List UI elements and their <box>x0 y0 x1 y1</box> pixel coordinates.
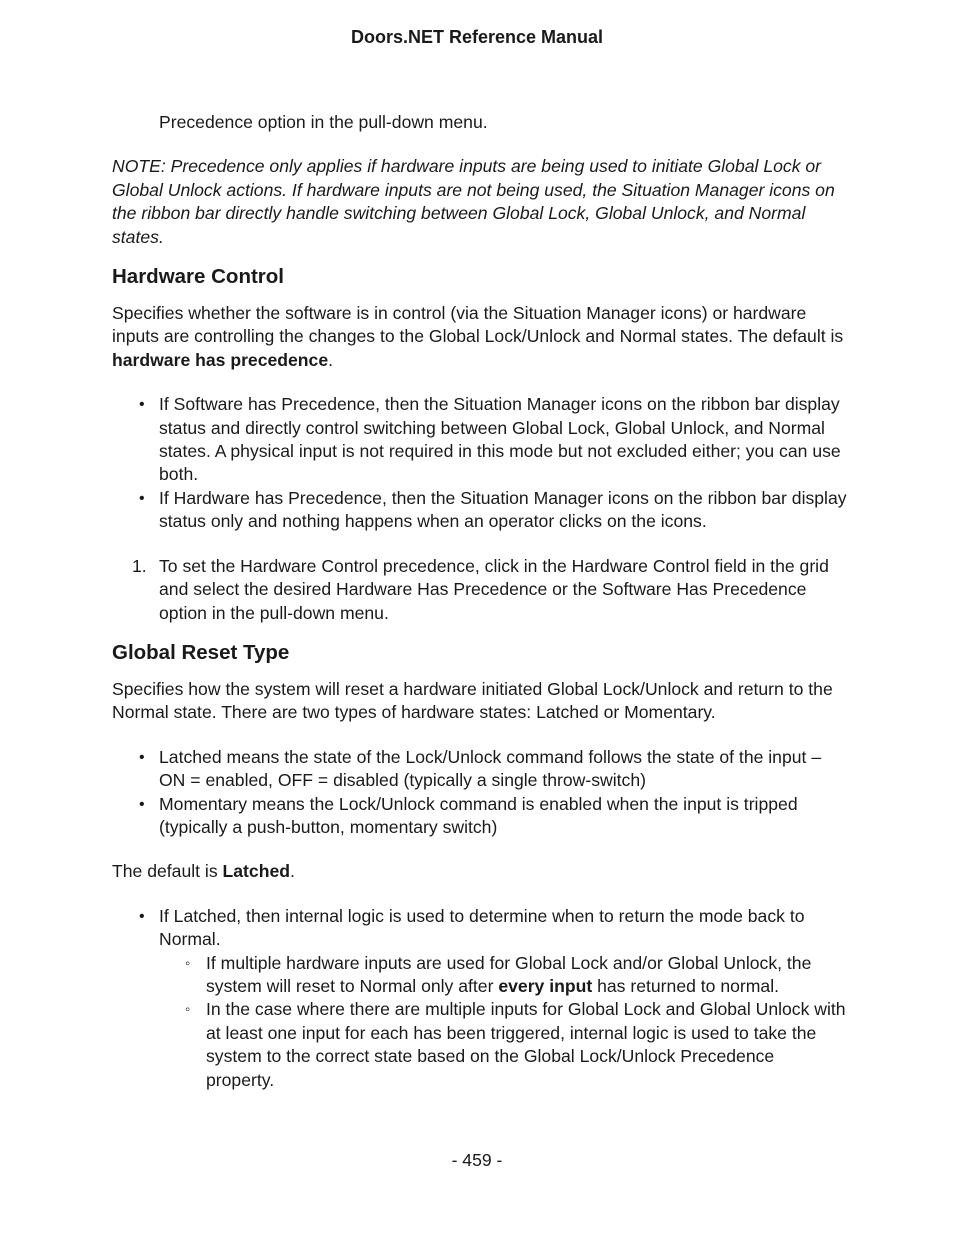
global-reset-description: Specifies how the system will reset a hardware initiated Global Lock/Unlock and return to the Normal state. There are two types of hardware states: Latched or Momentary. <box>112 678 833 723</box>
list-item: • If Software has Precedence, then the Situation Manager icons on the ribbon bar display status and directly control switching between Global Lock, Global Unlock, and Normal states. A physical input is not required in this mode but not excluded either; you can use both. <box>112 393 847 487</box>
hardware-control-bullets <box>112 393 847 533</box>
sub1-text: If multiple hardware inputs are used for Global Lock and/or Global Unlock, the system will reset to Normal only after <box>206 952 812 996</box>
precedence-note: NOTE: Precedence only applies if hardware inputs are being used to initiate Global Lock or Global Unlock actions. If hardware inputs are not being used, the Situation Manager icons on the ribbon bar directly handle switching between Global Lock, Global Unlock, and Normal states. <box>112 156 835 247</box>
reset-type-bullets <box>112 746 847 840</box>
hardware-control-steps <box>112 555 847 625</box>
hardware-control-desc-end: . <box>328 349 334 370</box>
step-number: 1. <box>132 555 147 576</box>
running-header: Doors.NET Reference Manual <box>350 27 604 47</box>
list-item: • If Hardware has Precedence, then the Situation Manager icons on the ribbon bar display status only and nothing happens when an operator clicks on the icons. <box>112 487 847 534</box>
latched-sub-bullets <box>159 952 847 1092</box>
sub1-bold: every input <box>498 975 593 996</box>
page-number: - 459 - <box>451 1150 503 1170</box>
heading-global-reset-type: Global Reset Type <box>112 640 290 664</box>
reset-default <box>112 860 847 883</box>
step-item <box>112 555 847 625</box>
page-content <box>112 111 847 1092</box>
step-text: To set the Hardware Control precedence, click in the Hardware Control field in the grid and select the desired Hardware Has Precedence or the Software Has Precedence option in the pull-down menu. <box>159 555 829 623</box>
list-item: • Momentary means the Lock/Unlock command is enabled when the input is tripped (typically a push-button, momentary switch) <box>112 793 847 840</box>
latched-bullets <box>112 905 847 1092</box>
reset-default-text: The default is <box>112 861 223 882</box>
sub-list-item: ◦ In the case where there are multiple inputs for Global Lock and Global Unlock with at least one input for each has been triggered, internal logic is used to take the system to the correct state based on the Global Lock/Unlock Precedence property. <box>159 998 847 1092</box>
sub1-end: has returned to normal. <box>592 975 780 996</box>
list-item <box>112 905 847 1092</box>
reset-default-value: Latched <box>222 861 290 882</box>
reset-default-end: . <box>289 861 295 882</box>
sub-list-item <box>159 952 847 999</box>
heading-hardware-control: Hardware Control <box>112 265 284 289</box>
hardware-control-default: hardware has precedence <box>112 349 329 370</box>
latched-bullet-text: If Latched, then internal logic is used to determine when to return the mode back to Normal. <box>159 905 805 950</box>
hardware-control-description <box>112 302 847 372</box>
hardware-control-desc-text: Specifies whether the software is in control (via the Situation Manager icons) or hardware inputs are controlling the changes to the Global Lock/Unlock and Normal states. The default is <box>112 303 844 347</box>
intro-continuation: Precedence option in the pull-down menu. <box>159 112 488 132</box>
list-item: • Latched means the state of the Lock/Unlock command follows the state of the input – ON = enabled, OFF = disabled (typically a single throw-switch) <box>112 746 847 793</box>
